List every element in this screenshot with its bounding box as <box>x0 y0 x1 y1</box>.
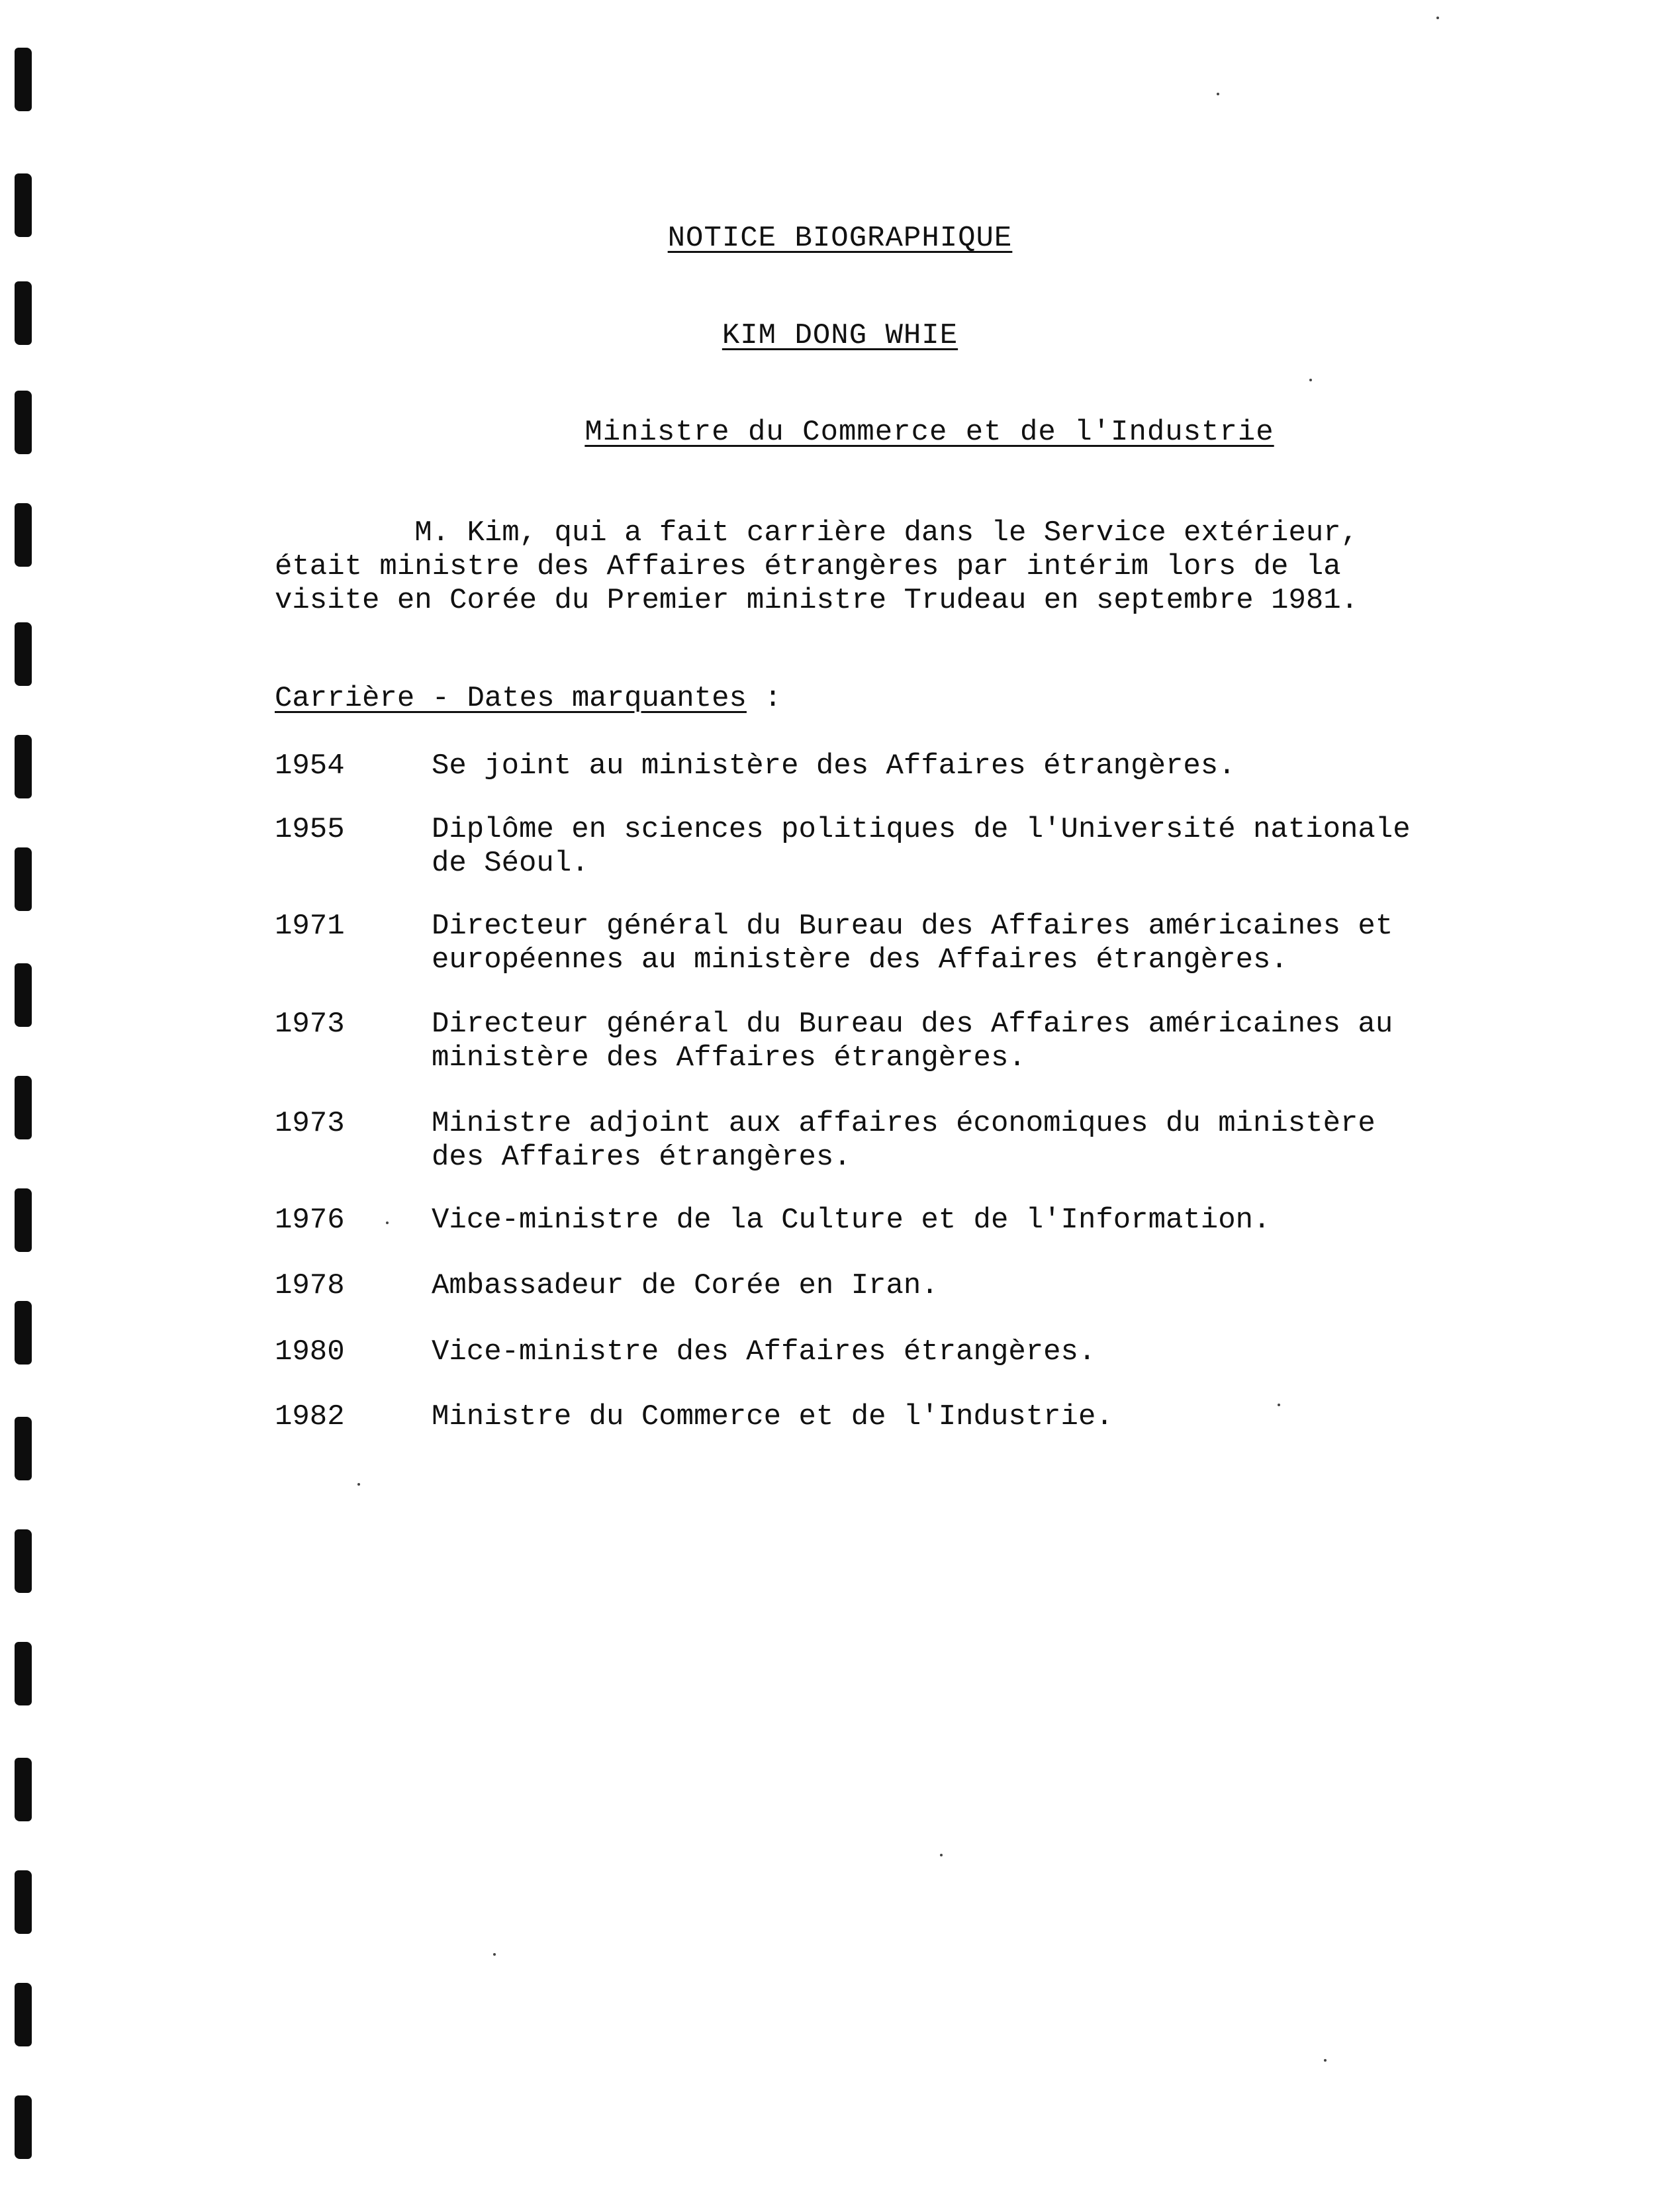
binder-hole-mark <box>15 1870 32 1934</box>
entry-text: Directeur général du Bureau des Affaires américaines et européennes au ministère des Affaires étrangères. <box>432 910 1393 977</box>
scan-speck <box>1309 379 1312 381</box>
entry-year: 1973 <box>275 1107 345 1140</box>
entry-year: 1973 <box>275 1008 345 1041</box>
binder-hole-mark <box>15 391 32 454</box>
scan-speck <box>1278 1404 1280 1406</box>
document-title: NOTICE BIOGRAPHIQUE <box>667 222 1013 255</box>
binder-hole-mark <box>15 1301 32 1365</box>
entry-text: Ministre adjoint aux affaires économiques du ministère des Affaires étrangères. <box>432 1107 1376 1174</box>
binder-hole-mark <box>15 503 32 567</box>
entry-text: Vice-ministre des Affaires étrangères. <box>432 1335 1096 1368</box>
scan-speck <box>1217 93 1219 95</box>
entry-text: Diplôme en sciences politiques de l'Université nationale de Séoul. <box>432 813 1411 880</box>
binder-hole-mark <box>15 1529 32 1593</box>
entry-year: 1955 <box>275 813 345 846</box>
binder-hole-mark <box>15 1188 32 1252</box>
binder-hole-mark <box>15 1417 32 1480</box>
entry-text: Ambassadeur de Corée en Iran. <box>432 1269 939 1302</box>
binder-hole-mark <box>15 1758 32 1821</box>
scan-speck <box>357 1483 360 1486</box>
person-position: Ministre du Commerce et de l'Industrie <box>584 416 1274 449</box>
scan-speck <box>493 1953 496 1956</box>
entry-year: 1982 <box>275 1400 345 1433</box>
binder-hole-mark <box>15 1076 32 1139</box>
binder-hole-mark <box>15 622 32 686</box>
entry-year: 1978 <box>275 1269 345 1302</box>
scan-speck <box>386 1222 389 1224</box>
entry-year: 1954 <box>275 749 345 783</box>
binder-hole-mark <box>15 963 32 1027</box>
binder-hole-mark <box>15 2095 32 2159</box>
entry-text: Vice-ministre de la Culture et de l'Information. <box>432 1204 1271 1237</box>
binder-hole-mark <box>15 847 32 911</box>
scan-speck <box>1324 2059 1327 2062</box>
binder-hole-mark <box>15 48 32 111</box>
entry-text: Se joint au ministère des Affaires étrangères. <box>432 749 1236 783</box>
binder-hole-mark <box>15 1983 32 2046</box>
binder-hole-mark <box>15 1642 32 1705</box>
intro-paragraph: M. Kim, qui a fait carrière dans le Service extérieur, était ministre des Affaires étrangères par intérim lors de la visite en Corée du Premier ministre Trudeau en septembre 1981. <box>275 516 1359 617</box>
section-heading: Carrière - Dates marquantes : <box>275 682 782 715</box>
entry-text: Directeur général du Bureau des Affaires américaines au ministère des Affaires étrangères. <box>432 1008 1393 1075</box>
entry-text: Ministre du Commerce et de l'Industrie. <box>432 1400 1113 1433</box>
binder-hole-mark <box>15 735 32 798</box>
scan-speck <box>940 1854 943 1856</box>
scan-speck <box>1436 17 1439 19</box>
entry-year: 1976 <box>275 1204 345 1237</box>
person-name: KIM DONG WHIE <box>722 319 958 352</box>
entry-year: 1971 <box>275 910 345 943</box>
entry-year: 1980 <box>275 1335 345 1368</box>
